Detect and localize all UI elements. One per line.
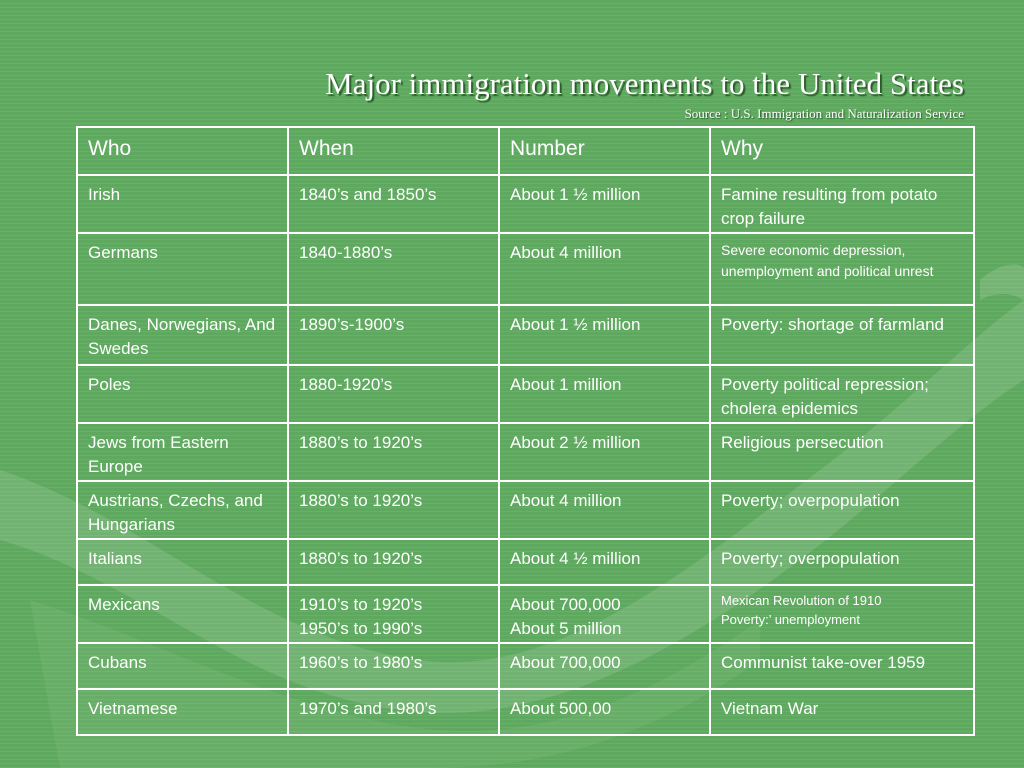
cell-why: Communist take-over 1959 — [710, 643, 974, 689]
cell-who: Mexicans — [77, 585, 288, 643]
table-row — [77, 643, 974, 689]
cell-why-line-1: Mexican Revolution of 1910 — [721, 593, 882, 608]
cell-number: About 500,00 — [499, 689, 710, 735]
cell-when: 1960’s to 1980’s — [288, 643, 499, 689]
cell-who: Cubans — [77, 643, 288, 689]
cell-when: 1880-1920’s — [288, 365, 499, 423]
table-row — [77, 423, 974, 481]
cell-who: Germans — [77, 233, 288, 305]
cell-why: Poverty political repression; cholera epidemics — [710, 365, 974, 423]
cell-when: 1840-1880’s — [288, 233, 499, 305]
cell-who: Vietnamese — [77, 689, 288, 735]
cell-when-line-1: 1910’s to 1920’s — [299, 595, 423, 614]
table-row — [77, 365, 974, 423]
table-row — [77, 481, 974, 539]
cell-number: About 1 ½ million — [499, 175, 710, 233]
cell-why: Religious persecution — [710, 423, 974, 481]
cell-who: Austrians, Czechs, and Hungarians — [77, 481, 288, 539]
table-row — [77, 689, 974, 735]
cell-when: 1970’s and 1980’s — [288, 689, 499, 735]
page-subtitle: Source : U.S. Immigration and Naturalization Service — [684, 106, 964, 121]
cell-why: Poverty; overpopulation — [710, 539, 974, 585]
table-header-row — [77, 127, 974, 175]
header-when: When — [288, 127, 499, 175]
cell-why: Poverty: shortage of farmland — [710, 305, 974, 365]
table-row — [77, 305, 974, 365]
cell-number-line-1: About 700,000 — [510, 595, 621, 614]
cell-who: Danes, Norwegians, And Swedes — [77, 305, 288, 365]
header-number: Number — [499, 127, 710, 175]
header-why: Why — [710, 127, 974, 175]
cell-number: About 4 million — [499, 481, 710, 539]
cell-when: 1890’s-1900’s — [288, 305, 499, 365]
immigration-table — [76, 126, 975, 736]
cell-why: Vietnam War — [710, 689, 974, 735]
cell-who: Irish — [77, 175, 288, 233]
cell-when — [288, 585, 499, 643]
cell-number: About 2 ½ million — [499, 423, 710, 481]
cell-when-line-2: 1950’s to 1990’s — [299, 619, 423, 638]
cell-number-line-2: About 5 million — [510, 619, 622, 638]
cell-number: About 1 ½ million — [499, 305, 710, 365]
cell-number: About 4 million — [499, 233, 710, 305]
table-row — [77, 233, 974, 305]
cell-number: About 1 million — [499, 365, 710, 423]
cell-why: Poverty; overpopulation — [710, 481, 974, 539]
header-who: Who — [77, 127, 288, 175]
cell-why — [710, 585, 974, 643]
cell-who: Poles — [77, 365, 288, 423]
cell-when: 1880’s to 1920’s — [288, 481, 499, 539]
cell-who: Jews from Eastern Europe — [77, 423, 288, 481]
page-title: Major immigration movements to the United States — [325, 66, 964, 101]
cell-why: Famine resulting from potato crop failure — [710, 175, 974, 233]
cell-when: 1880’s to 1920’s — [288, 539, 499, 585]
cell-number: About 700,000 — [499, 643, 710, 689]
cell-when: 1840’s and 1850’s — [288, 175, 499, 233]
cell-why: Severe economic depression, unemployment and political unrest — [710, 233, 974, 305]
table-row — [77, 175, 974, 233]
table-row — [77, 585, 974, 643]
cell-who: Italians — [77, 539, 288, 585]
cell-why-line-2: Poverty:’ unemployment — [721, 612, 860, 627]
cell-when: 1880’s to 1920’s — [288, 423, 499, 481]
table-row — [77, 539, 974, 585]
cell-number: About 4 ½ million — [499, 539, 710, 585]
cell-number — [499, 585, 710, 643]
